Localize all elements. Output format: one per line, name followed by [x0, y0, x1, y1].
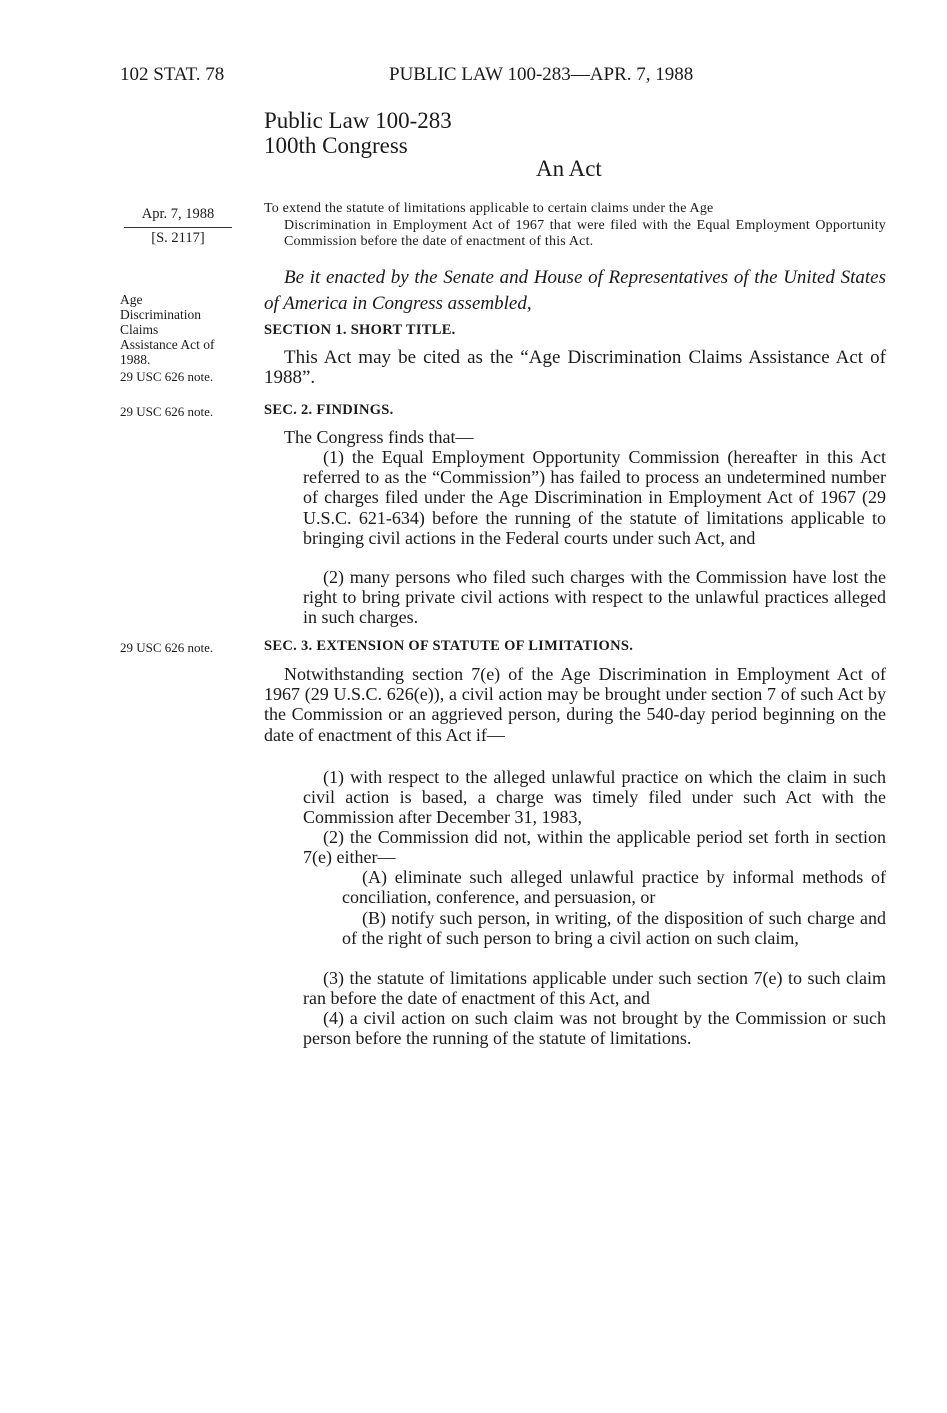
condition-3: (3) the statute of limitations applicable under such section 7(e) to such claim ran before the date of enactment of this Act, and	[303, 968, 886, 1009]
running-title: PUBLIC LAW 100-283—APR. 7, 1988	[389, 64, 694, 85]
condition-2: (2) the Commission did not, within the applicable period set forth in section 7(e) either—	[303, 827, 886, 868]
note-line: Assistance Act of	[120, 337, 215, 352]
section-1-text: This Act may be cited as the “Age Discrimination Claims Assistance Act of 1988”.	[264, 347, 886, 388]
finding-1: (1) the Equal Employment Opportunity Commission (hereafter in this Act referred to as the “Commission”) has failed to process an undetermined number of charges filed under the Age Discrimination in Employment Act of 1967 (29 U.S.C. 621-634) before the running of the statute of limitations applicable to bringing civil actions in the Federal courts under such Act, and	[303, 447, 886, 548]
note-line: Age	[120, 292, 143, 307]
extension-intro: Notwithstanding section 7(e) of the Age Discrimination in Employment Act of 1967 (29 U.S.C. 626(e)), a civil action may be brought under section 7 of such Act by the Commission or an aggrieved person, during the 540-day period beginning on the date of enactment of this Act if—	[264, 664, 886, 745]
purpose-continuation: Discrimination in Employment Act of 1967 that were filed with the Equal Employment Opportunity Commission before the date of enactment of this Act.	[284, 217, 886, 249]
section-2-heading: SEC. 2. FINDINGS.	[264, 402, 394, 418]
note-line: Discrimination	[120, 307, 201, 322]
note-line: Claims	[120, 322, 159, 337]
purpose-clause	[264, 201, 886, 251]
section-1-heading: SECTION 1. SHORT TITLE.	[264, 322, 456, 338]
congress-label: 100th Congress	[264, 133, 408, 158]
act-label: An Act	[536, 156, 602, 181]
page-reference: 102 STAT. 78	[120, 64, 225, 85]
bill-number: [S. 2117]	[151, 230, 205, 246]
approval-date: Apr. 7, 1988	[141, 206, 215, 222]
condition-2-sub-a: (A) eliminate such alleged unlawful practice by informal methods of conciliation, conference, and persuasion, or	[342, 867, 886, 908]
usc-note-section-2: 29 USC 626 note.	[120, 404, 214, 419]
date-divider	[124, 227, 232, 228]
usc-note-section-1: 29 USC 626 note.	[120, 369, 214, 384]
condition-1: (1) with respect to the alleged unlawful practice on which the claim in such civil action is based, a charge was timely filed under such Act with the Commission after December 31, 1983,	[303, 767, 886, 828]
law-number: Public Law 100-283	[264, 108, 452, 133]
note-line: 1988.	[120, 352, 151, 367]
enacting-clause: Be it enacted by the Senate and House of Representatives of the United States of America in Congress assembled,	[264, 267, 886, 314]
section-3-heading: SEC. 3. EXTENSION OF STATUTE OF LIMITATIONS.	[264, 638, 634, 654]
findings-intro: The Congress finds that—	[284, 427, 474, 447]
condition-4: (4) a civil action on such claim was not brought by the Commission or such person before the running of the statute of limitations.	[303, 1008, 886, 1049]
short-title-note	[120, 292, 214, 367]
finding-2: (2) many persons who filed such charges with the Commission have lost the right to bring private civil actions with respect to the unlawful practices alleged in such charges.	[303, 567, 886, 628]
purpose-first-line: To extend the statute of limitations applicable to certain claims under the Age	[264, 201, 714, 216]
usc-note-section-3: 29 USC 626 note.	[120, 640, 214, 655]
condition-2-sub-b: (B) notify such person, in writing, of the disposition of such charge and of the right of such person to bring a civil action on such claim,	[342, 908, 886, 949]
